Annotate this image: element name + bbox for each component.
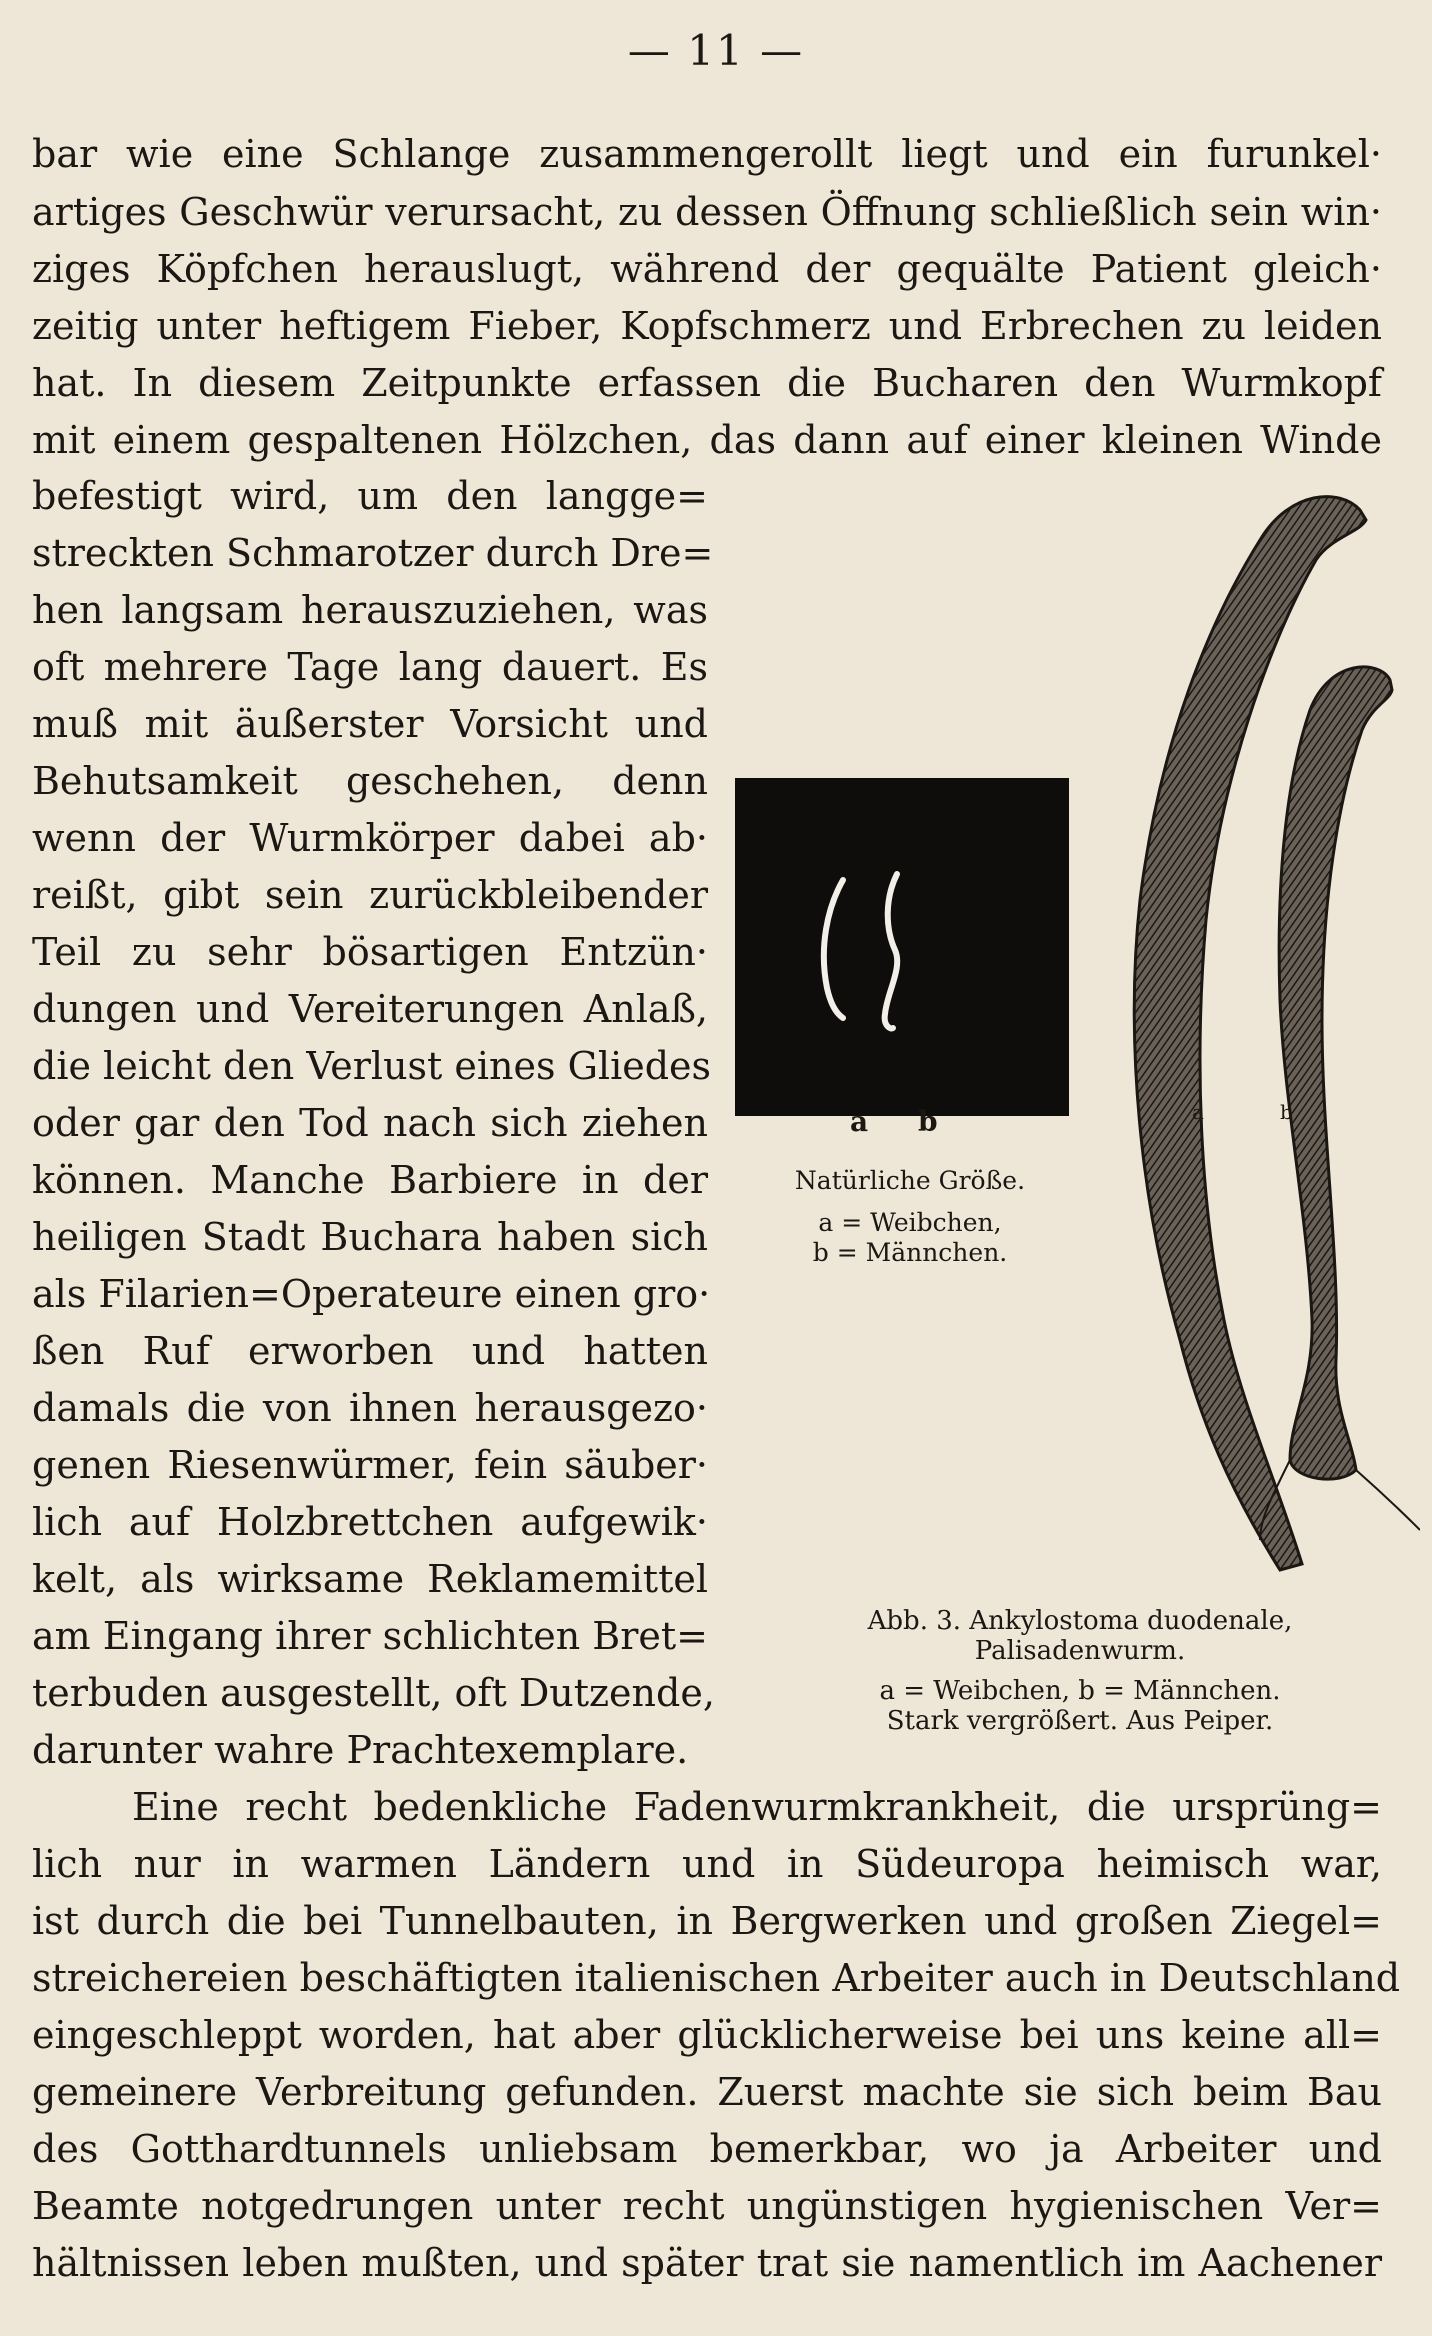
column-line: als Filarien=Operateure einen gro· [32,1272,711,1316]
text-line: bar wie eine Schlange zusammengerollt liegt und ein furunkel· [32,132,1382,176]
column-line: Behutsamkeit geschehen, denn [32,759,708,803]
large-figure-caption: Stark vergrößert. Aus Peiper. [886,1706,1274,1736]
column-line: muß mit äußerster Vorsicht und [32,702,708,746]
column-line: ßen Ruf erworben und hatten [32,1329,708,1373]
column-line: heiligen Stadt Buchara haben sich [32,1215,708,1259]
column-line: terbuden ausgestellt, oft Dutzende, [32,1671,715,1715]
column-line: lich auf Holzbrettchen aufgewik· [32,1500,708,1544]
page-number: — 11 — [627,26,805,75]
large-figure-caption: a = Weibchen, b = Männchen. [879,1676,1281,1706]
male-worm [1279,667,1392,1479]
large-figure-caption: Abb. 3. Ankylostoma duodenale, [867,1606,1293,1636]
column-line: darunter wahre Prachtexemplare. [32,1728,689,1772]
worm-label-b: b [1280,1100,1293,1124]
text-line: artiges Geschwür verursacht, zu dessen Öffnung schließlich sein win· [32,190,1382,234]
natural-size-figure [735,778,1069,1116]
column-line: oft mehrere Tage lang dauert. Es [32,645,708,689]
worm-label-a: a [1192,1100,1204,1124]
text-line: gemeinere Verbreitung gefunden. Zuerst machte sie sich beim Bau [32,2070,1382,2114]
text-line: ziges Köpfchen herauslugt, während der gequälte Patient gleich· [32,247,1382,291]
worm-illustration [1090,480,1420,1600]
text-line: streichereien beschäftigten italienischen Arbeiter auch in Deutschland [32,1956,1401,2000]
column-line: kelt, als wirksame Reklamemittel [32,1557,708,1601]
text-line: Beamte notgedrungen unter recht ungünstigen hygienischen Ver= [32,2184,1382,2228]
column-line: die leicht den Verlust eines Gliedes [32,1044,712,1088]
large-figure-caption: Palisadenwurm. [974,1636,1186,1666]
figure-label-a: a [850,1105,869,1138]
text-line: lich nur in warmen Ländern und in Südeuropa heimisch war, [32,1842,1382,1886]
column-line: am Eingang ihrer schlichten Bret= [32,1614,708,1658]
text-line: ist durch die bei Tunnelbauten, in Bergwerken und großen Ziegel= [32,1899,1382,1943]
small-figure-caption: Natürliche Größe. [794,1166,1026,1195]
text-line: eingeschleppt worden, hat aber glücklicherweise bei uns keine all= [32,2013,1382,2057]
text-line: zeitig unter heftigem Fieber, Kopfschmerz und Erbrechen zu leiden [32,304,1382,348]
column-line: befestigt wird, um den langge= [32,474,708,518]
text-line: hat. In diesem Zeitpunkte erfassen die Bucharen den Wurmkopf [32,361,1382,405]
figure-label-b: b [918,1105,938,1138]
column-line: genen Riesenwürmer, fein säuber· [32,1443,708,1487]
text-line: des Gotthardtunnels unliebsam bemerkbar, wo ja Arbeiter und [32,2127,1382,2171]
text-line: mit einem gespaltenen Hölzchen, das dann auf einer kleinen Winde [32,418,1382,462]
worm-silhouettes [735,778,1069,1116]
column-line: damals die von ihnen herausgezo· [32,1386,708,1430]
small-figure-caption: b = Männchen. [812,1238,1008,1267]
text-line: Eine recht bedenkliche Fadenwurmkrankheit, die ursprüng= [132,1785,1382,1829]
column-line: reißt, gibt sein zurückbleibender [32,873,708,917]
column-line: streckten Schmarotzer durch Dre= [32,531,714,575]
column-line: oder gar den Tod nach sich ziehen [32,1101,708,1145]
column-line: Teil zu sehr bösartigen Entzün· [32,930,708,974]
column-line: hen langsam herauszuziehen, was [32,588,708,632]
text-line: hältnissen leben mußten, und später trat sie namentlich im Aachener [32,2241,1382,2285]
column-line: wenn der Wurmkörper dabei ab· [32,816,708,860]
magnified-worm-figure [1090,480,1420,1600]
small-figure-caption: a = Weibchen, [818,1208,1002,1237]
column-line: können. Manche Barbiere in der [32,1158,708,1202]
column-line: dungen und Vereiterungen Anlaß, [32,987,708,1031]
